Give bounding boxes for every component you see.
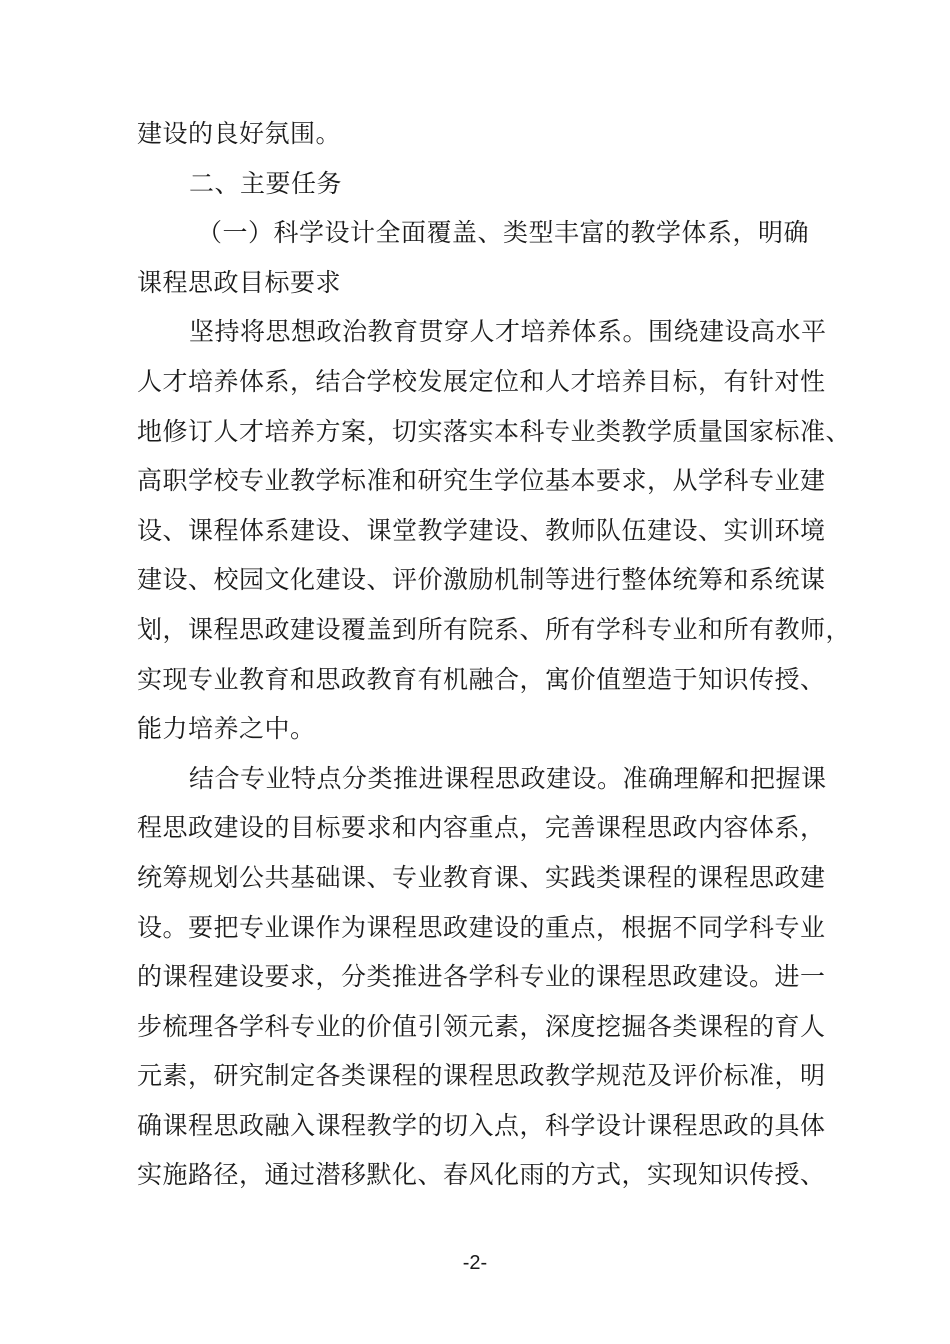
paragraph-line: 建设的良好氛围。 bbox=[137, 119, 342, 148]
paragraph-line: 程思政建设的目标要求和内容重点，完善课程思政内容体系， bbox=[137, 813, 826, 843]
paragraph-line: 确课程思政融入课程教学的切入点，科学设计课程思政的具体 bbox=[137, 1110, 826, 1140]
paragraph-line: 结合专业特点分类推进课程思政建设。准确理解和把握课 bbox=[189, 763, 827, 793]
section-heading: 二、主要任务 bbox=[189, 168, 343, 198]
paragraph-line: 人才培养体系，结合学校发展定位和人才培养目标，有针对性 bbox=[137, 366, 826, 396]
paragraph-line: 建设、校园文化建设、评价激励机制等进行整体统筹和系统谋 bbox=[137, 565, 826, 595]
paragraph-line: 实现专业教育和思政教育有机融合，寓价值塑造于知识传授、 bbox=[137, 664, 826, 694]
paragraph-line: 的课程建设要求，分类推进各学科专业的课程思政建设。进一 bbox=[137, 962, 826, 992]
subsection-heading-continuation: 课程思政目标要求 bbox=[137, 267, 342, 297]
paragraph-line: 统筹规划公共基础课、专业教育课、实践类课程的课程思政建 bbox=[137, 862, 826, 892]
paragraph-line: 高职学校专业教学标准和研究生学位基本要求，从学科专业建 bbox=[137, 466, 826, 496]
paragraph-line: 实施路径，通过潜移默化、春风化雨的方式，实现知识传授、 bbox=[137, 1160, 826, 1190]
page-number: -2- bbox=[462, 1252, 488, 1274]
paragraph-line: 地修订人才培养方案，切实落实本科专业类教学质量国家标准、 bbox=[137, 416, 852, 446]
paragraph-line: 能力培养之中。 bbox=[137, 714, 316, 744]
paragraph-line: 设。要把专业课作为课程思政建设的重点，根据不同学科专业 bbox=[137, 912, 826, 942]
paragraph-line: 元素，研究制定各类课程的课程思政教学规范及评价标准，明 bbox=[137, 1061, 826, 1091]
paragraph-line: 步梳理各学科专业的价值引领元素，深度挖掘各类课程的育人 bbox=[137, 1011, 826, 1041]
paragraph-line: 设、课程体系建设、课堂教学建设、教师队伍建设、实训环境 bbox=[137, 515, 826, 545]
document-body bbox=[137, 109, 852, 1200]
subsection-heading: （一）科学设计全面覆盖、类型丰富的教学体系，明确 bbox=[197, 218, 810, 248]
paragraph-line: 坚持将思想政治教育贯穿人才培养体系。围绕建设高水平 bbox=[189, 317, 827, 347]
paragraph-line: 划，课程思政建设覆盖到所有院系、所有学科专业和所有教师， bbox=[137, 614, 852, 644]
